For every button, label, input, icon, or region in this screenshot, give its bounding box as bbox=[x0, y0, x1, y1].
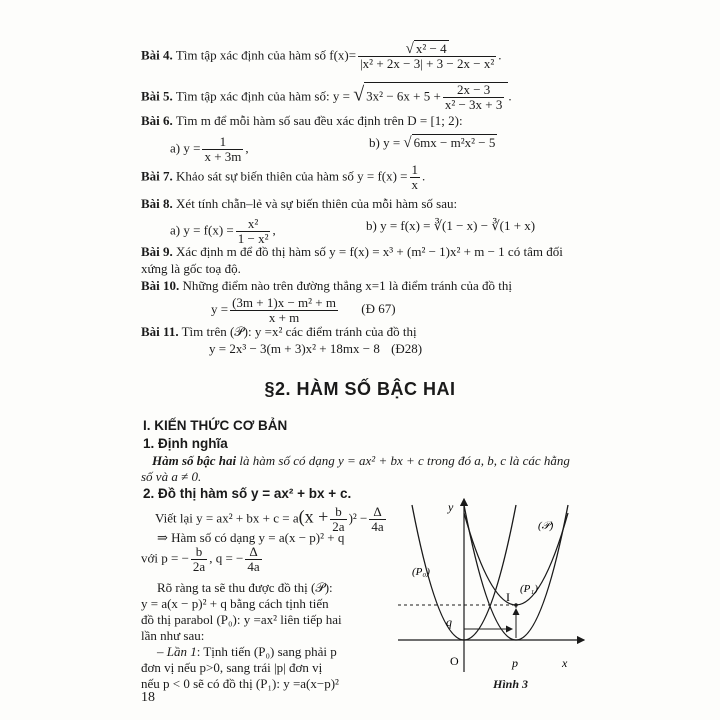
section-title: §2. HÀM SỐ BẬC HAI bbox=[264, 379, 456, 399]
exercise-9-cont: xứng là gốc toạ độ. bbox=[141, 261, 241, 276]
exercise-label: Bài 9. bbox=[141, 244, 173, 259]
exercise-5: Bài 5. Tìm tập xác định của hàm số: y = √ 3x² − 6x + 5 + $\frac{2x - 3}{\text{x² − 3x + 3}}$ . bbox=[141, 82, 512, 112]
pq-line bbox=[141, 545, 264, 574]
exercise-label: Bài 7. bbox=[141, 168, 173, 184]
denominator: x² − 3x + 3 bbox=[444, 97, 503, 112]
curve-label-p1: (P₁) bbox=[520, 583, 538, 595]
step-text: : Tịnh tiến (P₀) sang phải p bbox=[196, 644, 337, 659]
paragraph-line: đơn vị nếu p>0, sang trái |p| đơn vị bbox=[141, 660, 323, 675]
denominator: 2a bbox=[192, 559, 206, 574]
math-expr: y = bbox=[211, 301, 229, 317]
exercise-10 bbox=[141, 278, 512, 294]
definition: là hàm số có dạng y = ax² + bx + c bbox=[236, 453, 428, 468]
step-label: – Lần 1 bbox=[157, 644, 197, 659]
math-expr: a) y = f(x) = bbox=[170, 222, 234, 238]
parabola-figure bbox=[398, 497, 586, 673]
math-expr: Viết lại y = ax² + bx + c = a bbox=[155, 510, 299, 526]
punctuation: , bbox=[272, 222, 276, 238]
exercise-11-eq bbox=[209, 341, 422, 357]
curve-label-p: (𝒫) bbox=[538, 520, 554, 532]
exercise-text: Những điểm nào trên đường thẳng x=1 là điểm tránh của đồ thị bbox=[182, 278, 512, 293]
exercise-4 bbox=[141, 42, 502, 71]
fraction bbox=[410, 163, 421, 192]
exercise-7 bbox=[141, 163, 425, 192]
exercise-10-eq bbox=[211, 296, 396, 325]
math-expr: f(x)= bbox=[329, 47, 357, 63]
paragraph-line: đồ thị parabol (P₀): y =ax² liên tiếp hai bbox=[141, 612, 342, 627]
exercise-11 bbox=[141, 324, 417, 340]
exercise-text: Xét tính chẵn–lẻ và sự biến thiên của mỗi hàm số sau: bbox=[176, 196, 458, 211]
exercise-text: Tìm trên (𝒫): y =x² các điểm tránh của đồ thị bbox=[181, 324, 417, 339]
math-expr: , q = − bbox=[209, 550, 244, 566]
punctuation: , bbox=[245, 140, 249, 156]
y-axis-label: y bbox=[448, 500, 454, 514]
page-number: 18 bbox=[141, 690, 155, 705]
math-expr: b) y = bbox=[369, 135, 401, 150]
vertex-label: I bbox=[506, 590, 510, 604]
numerator: 1 bbox=[202, 135, 243, 150]
form-line: ⇒ Hàm số có dạng y = a(x − p)² + q bbox=[157, 530, 345, 545]
part-heading: I. KIẾN THỨC CƠ BẢN bbox=[143, 418, 288, 433]
fraction bbox=[245, 545, 261, 574]
math-expr: với p = − bbox=[141, 550, 189, 566]
figure-caption: Hình 3 bbox=[493, 677, 529, 691]
curve-label-p0: (P₀) bbox=[412, 566, 430, 578]
vertex-point bbox=[514, 603, 518, 607]
numerator: (3m + 1)x − m² + m bbox=[232, 295, 336, 310]
numerator: Δ bbox=[245, 545, 261, 560]
fraction bbox=[443, 83, 505, 112]
numerator: 1 bbox=[411, 162, 419, 177]
math-expr: (x + bbox=[298, 506, 329, 527]
exercise-text: Xác định m để đồ thị hàm số y = f(x) = x³ + (m² − 1)x² + m − 1 có tâm đối bbox=[176, 244, 563, 259]
exercise-label: Bài 5. bbox=[141, 88, 173, 104]
paragraph-line: lần như sau: bbox=[141, 628, 205, 643]
p-label: p bbox=[512, 656, 518, 670]
exercise-6b: b) y = √ 6mx − m²x² − 5 bbox=[369, 135, 496, 151]
reference: (Đ 67) bbox=[361, 301, 396, 317]
exercise-text: Tìm tập xác định của hàm số: y = bbox=[175, 88, 350, 104]
numerator: 2x − 3 bbox=[443, 83, 505, 98]
denominator: x + 3m bbox=[204, 149, 242, 164]
sqrt-expr bbox=[364, 82, 508, 112]
exercise-label: Bài 8. bbox=[141, 196, 173, 211]
term: Hàm số bậc hai bbox=[152, 453, 237, 468]
exercise-label: Bài 11. bbox=[141, 324, 179, 339]
denominator: x bbox=[411, 177, 419, 192]
denominator: 1 − x² bbox=[237, 231, 269, 246]
sqrt-expr: 6mx − m²x² − 5 bbox=[413, 135, 496, 150]
numerator: Δ bbox=[369, 505, 385, 520]
exercise-label: Bài 10. bbox=[141, 278, 180, 293]
denominator: |x² + 2x − 3| + 3 − 2x − x² bbox=[360, 56, 495, 71]
subheading-definition: 1. Định nghĩa bbox=[143, 436, 228, 451]
math-expr: )² − bbox=[348, 510, 368, 526]
exercise-9 bbox=[141, 244, 563, 260]
fraction: $\frac{\text{√ x² − 4}}{\text{|x² + 2x − 3| + 3 − 2x − x²}}$ bbox=[360, 41, 495, 71]
exercise-8a bbox=[170, 217, 276, 246]
fraction bbox=[369, 505, 385, 534]
punctuation: . bbox=[508, 88, 512, 104]
math-expr: y = 2x³ − 3(m + 3)x² + 18mx − 8 bbox=[209, 341, 380, 356]
numerator: x² − 4 bbox=[415, 41, 447, 56]
math-expr: 3x² − 6x + 5 + bbox=[366, 88, 441, 104]
exercise-6 bbox=[141, 113, 463, 129]
exercise-text: Tìm tập xác định của hàm số bbox=[175, 47, 326, 63]
fraction bbox=[230, 296, 338, 325]
exercise-8b: b) y = f(x) = ∛(1 − x) − ∛(1 + x) bbox=[366, 218, 536, 233]
paragraph-line: y = a(x − p)² + q bằng cách tịnh tiến bbox=[141, 596, 329, 611]
exercise-text: Khảo sát sự biến thiên của hàm số y = f(x) = bbox=[176, 168, 408, 184]
denominator: 4a bbox=[371, 519, 384, 534]
exercise-text: Tìm m để mỗi hàm số sau đều xác định trên D = [1; 2): bbox=[175, 113, 463, 128]
paragraph-line: nếu p < 0 sẽ có đồ thị (P₁): y =a(x−p)² bbox=[141, 676, 339, 691]
definition: trong đó a, b, c là các hằng bbox=[427, 453, 570, 468]
fraction bbox=[202, 135, 243, 164]
exercise-6a bbox=[170, 135, 249, 164]
denominator: x + m bbox=[268, 310, 300, 325]
punctuation: . bbox=[498, 47, 502, 63]
definition-text bbox=[152, 453, 570, 469]
origin-label: O bbox=[450, 654, 459, 668]
exercise-label: Bài 6. bbox=[141, 113, 173, 128]
subheading-graph: 2. Đồ thị hàm số y = ax² + bx + c. bbox=[143, 486, 352, 501]
fraction bbox=[236, 217, 271, 246]
denominator: 2a bbox=[332, 519, 345, 534]
exercise-label: Bài 4. bbox=[141, 47, 173, 63]
definition-text-cont: số và a ≠ 0. bbox=[141, 469, 202, 484]
numerator: b bbox=[330, 505, 346, 520]
paragraph-line bbox=[157, 644, 337, 660]
q-label: q bbox=[446, 615, 452, 629]
denominator: 4a bbox=[247, 559, 260, 574]
punctuation: . bbox=[422, 168, 426, 184]
math-expr: a) y = bbox=[170, 140, 201, 156]
x-axis-label: x bbox=[562, 656, 568, 670]
numerator: x² bbox=[236, 217, 271, 232]
fraction bbox=[191, 545, 207, 574]
reference: (Đ28) bbox=[391, 341, 423, 356]
paragraph-line: Rõ ràng ta sẽ thu được đồ thị (𝒫): bbox=[157, 580, 333, 595]
exercise-8 bbox=[141, 196, 457, 212]
numerator: b bbox=[191, 545, 207, 560]
